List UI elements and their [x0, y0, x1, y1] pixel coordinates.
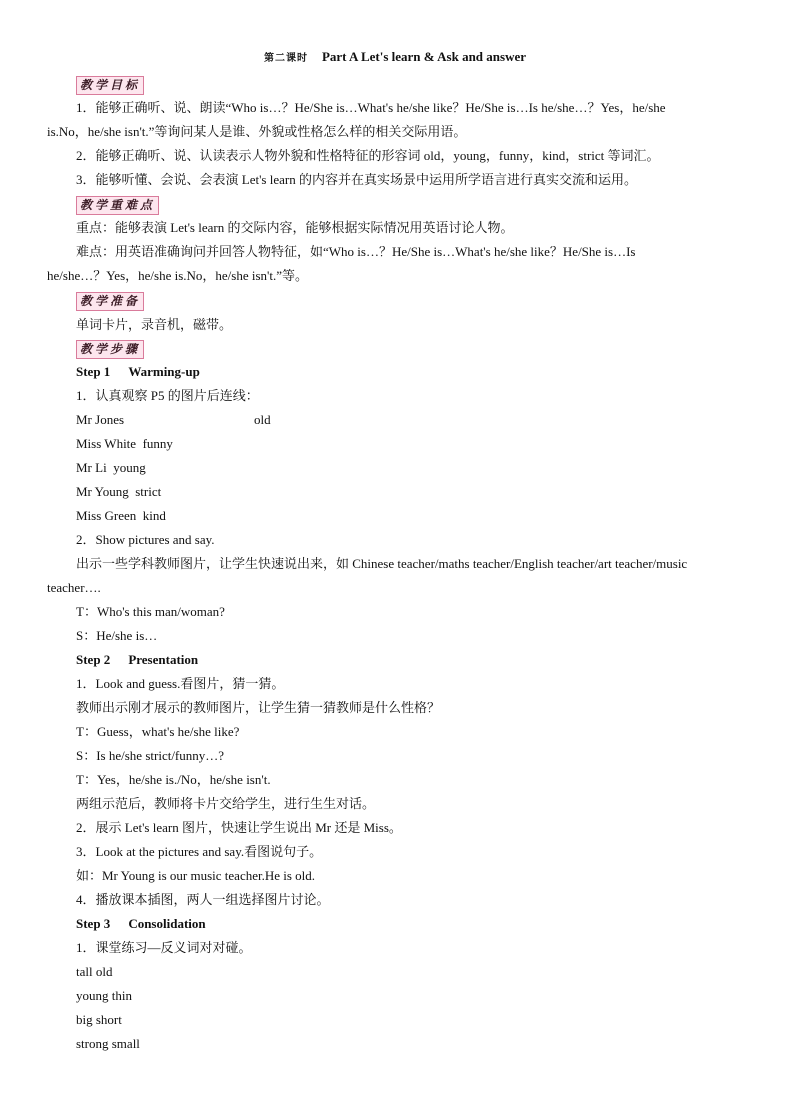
step-2-item-2: 2．展示 Let's learn 图片，快速让学生说出 Mr 还是 Miss。: [76, 820, 402, 835]
step-2-item-4: 4．播放课本插图，两人一组选择图片讨论。: [76, 892, 330, 907]
step-3-heading: [76, 916, 206, 932]
key-difficulty-line-2: he/she…？Yes，he/she is.No，he/she isn't.”等。: [47, 268, 309, 283]
step-3-title: Consolidation: [128, 916, 206, 931]
dialogue-teacher: T：Guess，what's he/she like?: [76, 724, 240, 739]
match-right-item: old: [254, 412, 271, 427]
key-difficulty-line-1: 难点：用英语准确询问并回答人物特征，如“Who is…？He/She is…What's he/she like？He/She is…Is: [76, 244, 636, 259]
objective-2: 2．能够正确听、说、认读表示人物外貌和性格特征的形容词 old，young，funny，kind，strict 等词汇。: [76, 148, 660, 163]
match-right-item: strict: [135, 484, 162, 499]
step-2-item-3: 3．Look at the pictures and say.看图说句子。: [76, 844, 323, 859]
match-right-item: funny: [142, 436, 173, 451]
step-1-item-2: 2．Show pictures and say.: [76, 532, 215, 547]
objective-3: 3．能够听懂、会说、会表演 Let's learn 的内容并在真实场景中运用所学语言进行真实交流和运用。: [76, 172, 637, 187]
match-right-item: young: [113, 460, 146, 475]
section-badge-steps: 教学步骤: [76, 340, 144, 359]
antonym-pair: young thin: [76, 988, 132, 1003]
page-title: [0, 49, 790, 65]
match-row: [76, 460, 146, 476]
match-row: [76, 436, 173, 452]
match-left-item: Miss White: [76, 436, 137, 451]
match-right-item: kind: [142, 508, 166, 523]
section-badge-key-points: 教学重难点: [76, 196, 159, 215]
section-badge-objectives: 教学目标: [76, 76, 144, 95]
antonym-pair: tall old: [76, 964, 113, 979]
match-left-item: Mr Young: [76, 484, 129, 499]
step-2-item-1-desc: 教师出示刚才展示的教师图片，让学生猜一猜教师是什么性格？: [76, 700, 441, 715]
step-1-item-1: 1．认真观察 P5 的图片后连线：: [76, 388, 259, 403]
step-2-after-note: 两组示范后，教师将卡片交给学生，进行生生对话。: [76, 796, 376, 811]
step-2-heading: [76, 652, 198, 668]
key-focus: 重点：能够表演 Let's learn 的交际内容，能够根据实际情况用英语讨论人物。: [76, 220, 514, 235]
lesson-label: 第二课时: [263, 53, 308, 64]
step-1-label: Step 1: [76, 364, 111, 379]
antonym-pair: strong small: [76, 1036, 140, 1051]
lesson-title: Part A Let's learn & Ask and answer: [321, 49, 527, 64]
step-1-heading: [76, 364, 200, 380]
dialogue-student: S：He/she is…: [76, 628, 158, 643]
step-2-item-3-example: 如：Mr Young is our music teacher.He is old.: [76, 868, 316, 883]
step-2-label: Step 2: [76, 652, 111, 667]
match-left-item: Mr Li: [76, 460, 107, 475]
dialogue-teacher: T：Who's this man/woman?: [76, 604, 225, 619]
step-1-item-2-desc-line-1: 出示一些学科教师图片，让学生快速说出来，如 Chinese teacher/maths teacher/English teacher/art teacher/music: [76, 556, 688, 571]
match-left-item: Miss Green: [76, 508, 137, 523]
step-2-title: Presentation: [128, 652, 199, 667]
step-1-title: Warming-up: [128, 364, 200, 379]
match-row: [76, 508, 166, 524]
step-3-label: Step 3: [76, 916, 111, 931]
dialogue-student: S：Is he/she strict/funny…?: [76, 748, 225, 763]
preparation-text: 单词卡片，录音机，磁带。: [76, 317, 233, 332]
antonym-pair: big short: [76, 1012, 122, 1027]
match-row: [76, 484, 161, 500]
step-1-item-2-desc-line-2: teacher….: [47, 580, 101, 595]
match-left-item: Mr Jones: [76, 412, 125, 427]
objective-1-line-2: is.No，he/she isn't.”等询问某人是谁、外貌或性格怎么样的相关交际用语。: [47, 124, 467, 139]
step-3-item-1: 1．课堂练习—反义词对对碰。: [76, 940, 252, 955]
step-2-item-1: 1．Look and guess.看图片，猜一猜。: [76, 676, 285, 691]
objective-1-line-1: 1．能够正确听、说、朗读“Who is…？He/She is…What's he/she like？He/She is…Is he/she…？Yes，he/she: [76, 100, 666, 115]
section-badge-preparation: 教学准备: [76, 292, 144, 311]
dialogue-teacher: T：Yes，he/she is./No，he/she isn't.: [76, 772, 271, 787]
